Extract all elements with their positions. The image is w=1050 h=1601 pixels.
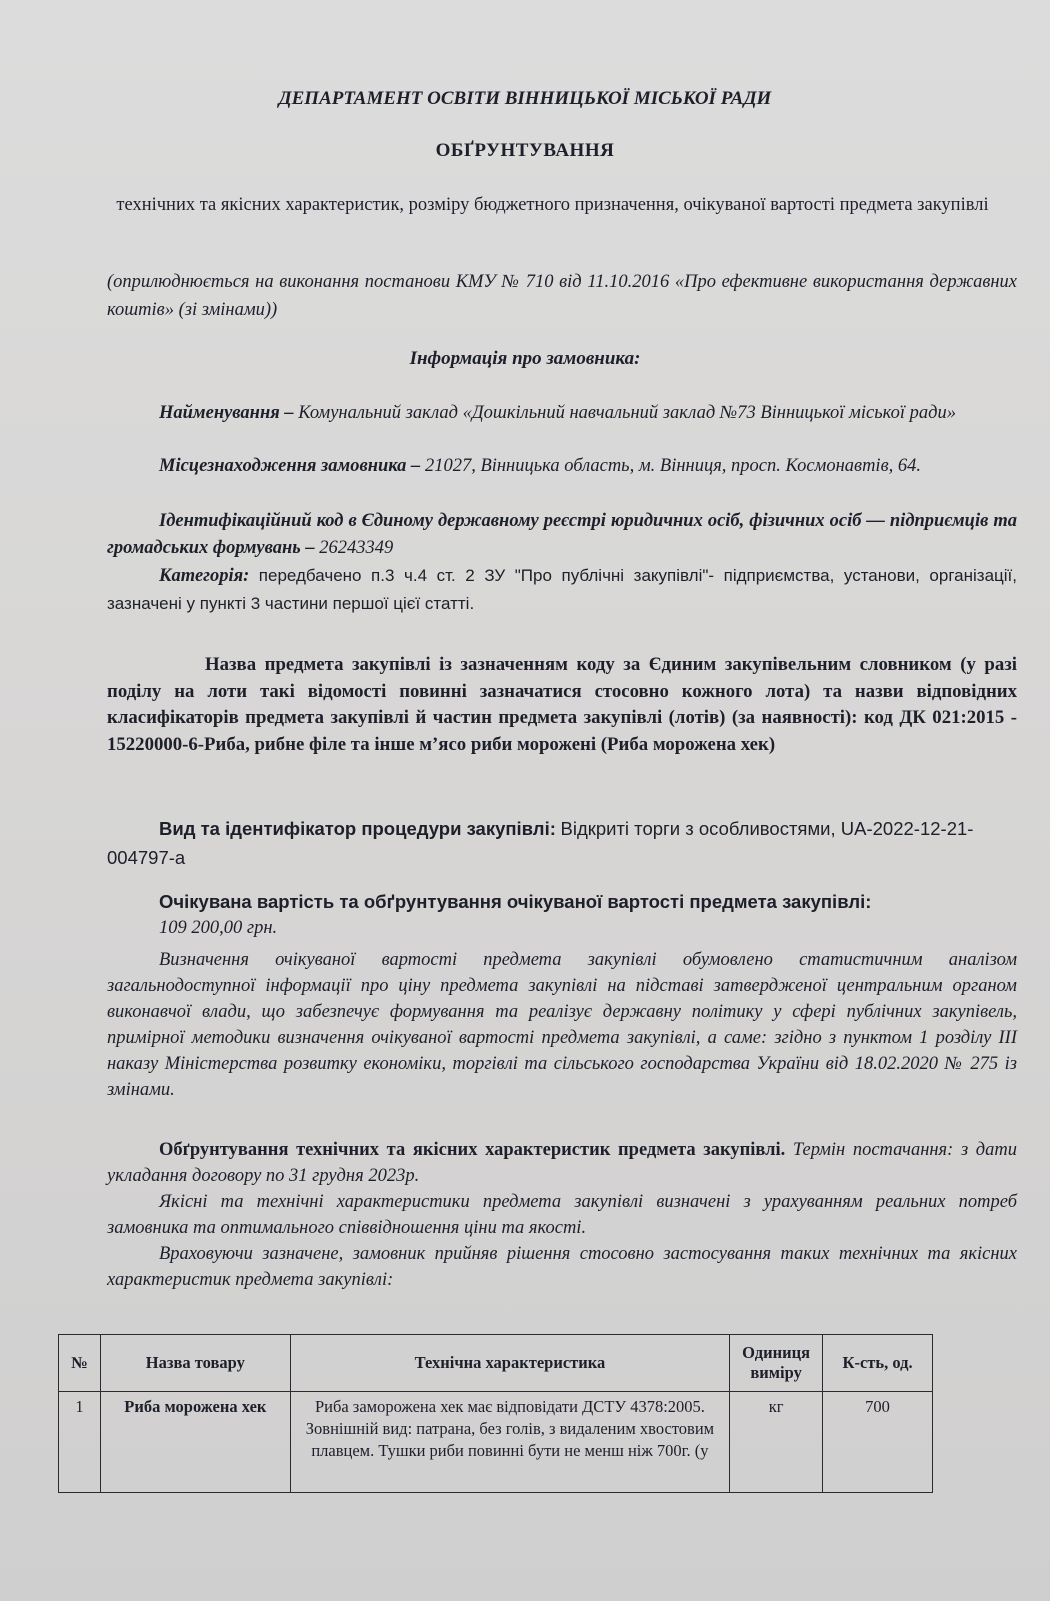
customer-category-block — [107, 562, 1017, 618]
procurement-subject: Назва предмета закупівлі із зазначенням коду за Єдиним закупівельним словником (у разі поділу на лоти такі відомості повинні зазначатися стосовно кожного лота) та назви відповідних класифікаторів предмета закупівлі й частин предмета закупівлі (лотів) (за наявності): код ДК 021:2015 - 15220000-6-Риба, рибне філе та інше м’ясо риби морожені (Риба морожена хек) — [107, 654, 1017, 755]
customer-category-label: Категорія: — [159, 566, 250, 586]
technical-label: Обґрунтування технічних та якісних характеристик предмета закупівлі. — [159, 1140, 786, 1160]
publish-note: (оприлюднюється на виконання постанови КМУ № 710 від 11.10.2016 «Про ефективне використання державних коштів» (зі змінами)) — [107, 272, 1017, 320]
customer-location-label: Місцезнаходження замовника – — [159, 456, 421, 476]
table-row — [59, 1392, 933, 1493]
row-spec: Риба заморожена хек має відповідати ДСТУ 4378:2005. Зовнішній вид: патрана, без голів, з видаленим хвостовим плавцем. Тушки риби повинні бути не менш ніж 700г. (у — [290, 1392, 729, 1493]
customer-idcode-block — [107, 508, 1017, 562]
row-qty: 700 — [823, 1392, 933, 1493]
decision-paragraph: Враховуючи зазначене, замовник прийняв рішення стосовно застосування таких технічних та якісних характеристик предмета закупівлі: — [107, 1244, 1017, 1290]
procedure-value: Відкриті торги з особливостями, UA-2022-12-21-004797-a — [107, 818, 974, 868]
expected-cost-value: 109 200,00 грн. — [159, 918, 278, 938]
procedure-block — [107, 815, 1017, 873]
header-qty: К-сть, од. — [823, 1335, 933, 1392]
quality-paragraph: Якісні та технічні характеристики предмета закупівлі визначені з урахуванням реальних потреб замовника та оптимального співвідношення ціни та якості. — [107, 1192, 1017, 1238]
delivery-term: Термін постачання: з дати укладання договору по 31 грудня 2023р. — [107, 1140, 1017, 1186]
expected-cost-label: Очікувана вартість та обґрунтування очікуваної вартості предмета закупівлі: — [159, 891, 872, 912]
document-subtitle: технічних та якісних характеристик, розміру бюджетного призначення, очікуваної вартості предмета закупівлі — [116, 195, 989, 215]
customer-idcode-label: Ідентифікаційний код в Єдиному державному реєстрі юридичних осіб, фізичних осіб — підприємців та громадських формувань – — [107, 511, 1017, 558]
row-unit: кг — [730, 1392, 823, 1493]
customer-name-label: Найменування – — [159, 403, 294, 423]
header-name: Назва товару — [100, 1335, 290, 1392]
customer-location-block — [107, 453, 1017, 480]
header-unit: Одиниця виміру — [730, 1335, 823, 1392]
specification-table — [58, 1334, 933, 1493]
department-heading: ДЕПАРТАМЕНТ ОСВІТИ ВІННИЦЬКОЇ МІСЬКОЇ РАДИ — [278, 88, 772, 109]
customer-heading: Інформація про замовника: — [409, 348, 641, 369]
customer-category-value: передбачено п.3 ч.4 ст. 2 ЗУ "Про публічні закупівлі"- підприємства, установи, організації, зазначені у пункті 3 частини першої цієї статті. — [107, 566, 1017, 613]
procedure-label: Вид та ідентифікатор процедури закупівлі: — [159, 818, 556, 839]
technical-justification-block — [107, 1137, 1017, 1293]
row-name: Риба морожена хек — [100, 1392, 290, 1493]
document-title: ОБҐРУНТУВАННЯ — [435, 140, 615, 161]
customer-name-block — [107, 400, 1017, 427]
row-num: 1 — [59, 1392, 101, 1493]
customer-name-value: Комунальний заклад «Дошкільний навчальний заклад №73 Вінницької міської ради» — [298, 403, 956, 423]
header-num: № — [59, 1335, 101, 1392]
expected-cost-block — [107, 888, 1017, 942]
header-spec: Технічна характеристика — [290, 1335, 729, 1392]
cost-justification: Визначення очікуваної вартості предмета закупівлі обумовлено статистичним аналізом загальнодоступної інформації про ціну предмета закупівлі на підставі затвердженої центральним органом виконавчої влади, що забезпечує формування та реалізує державну політику у сфері публічних закупівель, примірної методики визначення очікуваної вартості предмета закупівлі, а саме: згідно з пунктом 1 розділу ІІІ наказу Міністерства розвитку економіки, торгівлі та сільського господарства України від 18.02.2020 № 275 із змінами. — [107, 950, 1017, 1100]
customer-location-value: 21027, Вінницька область, м. Вінниця, просп. Космонавтів, 64. — [424, 456, 921, 476]
customer-idcode-value: 26243349 — [319, 538, 394, 558]
table-header-row — [59, 1335, 933, 1392]
